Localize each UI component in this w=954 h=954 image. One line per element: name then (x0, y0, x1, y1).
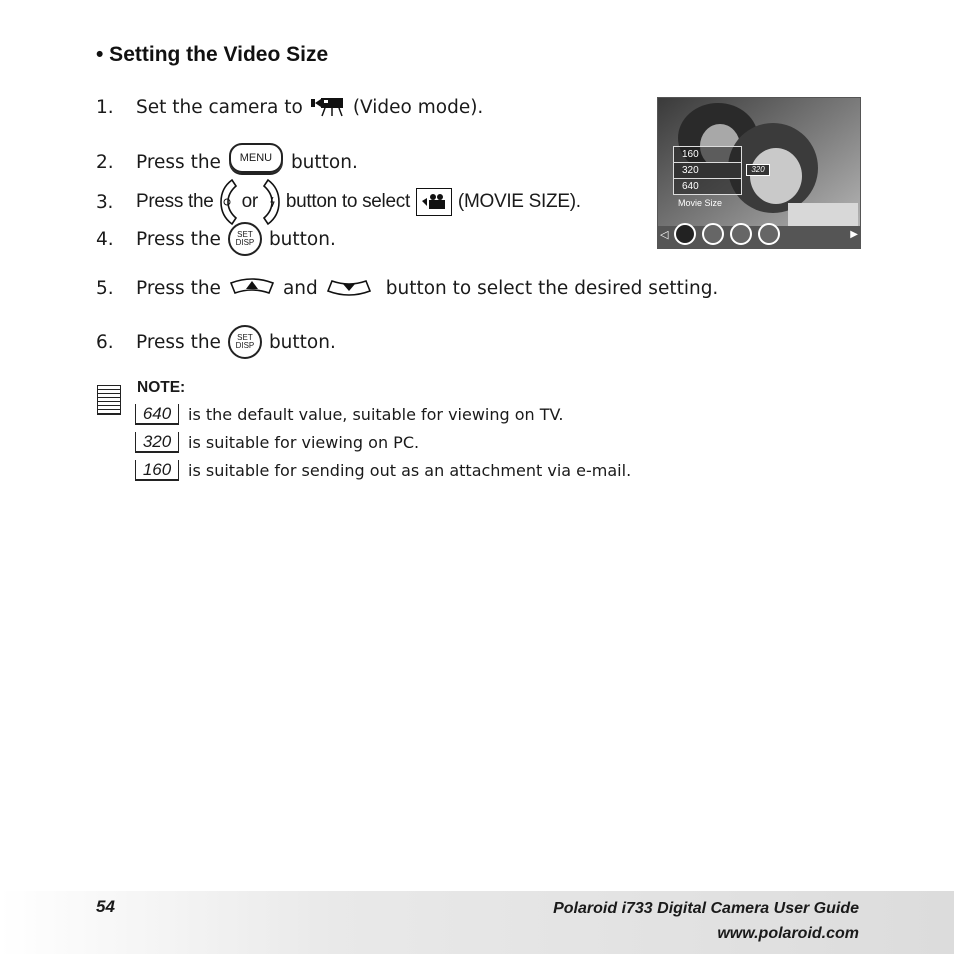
setup-icon (758, 223, 780, 245)
size-badge: 320 (746, 164, 770, 176)
set-label: SET (237, 230, 253, 239)
step-number: 4. (96, 228, 114, 250)
size-160-icon: 160 (135, 460, 179, 481)
step-2 (96, 143, 358, 181)
step-text: (Video mode). (352, 96, 484, 118)
step-number: 3. (96, 191, 114, 213)
menu-option-selected: 320 (674, 162, 741, 179)
note-item (135, 460, 631, 481)
set-label: SET (237, 333, 253, 342)
step-1 (96, 96, 483, 118)
step-text: Press the (136, 228, 221, 250)
footer-title: Polaroid i733 Digital Camera User Guide (553, 900, 859, 917)
step-text: button. (290, 151, 358, 173)
step-3 (96, 178, 581, 226)
left-button-icon (218, 178, 238, 226)
step-6 (96, 325, 336, 359)
note-title: NOTE: (137, 379, 186, 396)
note-text: is suitable for sending out as an attachment via e-mail. (188, 461, 632, 480)
down-button-icon (326, 277, 372, 299)
step-text: button. (268, 331, 336, 353)
size-320-icon: 320 (135, 432, 179, 453)
menu-option: 640 (682, 181, 699, 192)
note-text: is the default value, suitable for viewing on TV. (188, 405, 564, 424)
step-text: Set the camera to (136, 96, 303, 118)
disp-label: DISP (235, 238, 255, 247)
up-button-icon (229, 277, 275, 299)
step-5 (96, 277, 718, 299)
note-text: is suitable for viewing on PC. (188, 433, 420, 452)
page-number: 54 (96, 897, 115, 916)
section-title: • Setting the Video Size (96, 43, 329, 66)
set-disp-button-icon (228, 222, 262, 256)
step-text: button to select (285, 191, 410, 212)
video-mode-icon (311, 96, 345, 118)
step-text: Press the (136, 331, 221, 353)
step-number: 5. (96, 277, 114, 299)
left-arrow-icon: ◁ (660, 227, 669, 241)
step-text: or (241, 191, 258, 212)
size-640-icon: 640 (135, 404, 179, 425)
step-text: Press the (136, 277, 221, 299)
step-text: and (282, 277, 318, 299)
note-icon (97, 385, 121, 415)
menu-label: Movie Size (678, 198, 723, 208)
right-button-icon (262, 178, 282, 226)
step-text: Press the (136, 151, 221, 173)
note-item (135, 432, 419, 453)
step-number: 1. (96, 96, 114, 118)
note-item (135, 404, 564, 425)
menu-button-icon: MENU (229, 143, 283, 173)
right-arrow-icon: ▶ (850, 228, 858, 240)
set-disp-button-icon (228, 325, 262, 359)
exposure-icon (702, 223, 724, 245)
movie-size-menu-icon (674, 223, 696, 245)
footer-url: www.polaroid.com (717, 925, 859, 942)
camera-icon-bar (658, 222, 861, 246)
step-number: 6. (96, 331, 114, 353)
step-number: 2. (96, 151, 114, 173)
step-text: Press the (136, 191, 214, 212)
movie-size-icon (416, 188, 452, 216)
step-text: button. (268, 228, 336, 250)
step-4 (96, 222, 336, 256)
white-balance-icon (730, 223, 752, 245)
step-text: button to select the desired setting. (385, 277, 719, 299)
movie-size-menu (673, 146, 742, 195)
menu-option: 160 (682, 149, 699, 160)
step-text: (MOVIE SIZE). (457, 191, 581, 212)
disp-label: DISP (235, 341, 255, 350)
